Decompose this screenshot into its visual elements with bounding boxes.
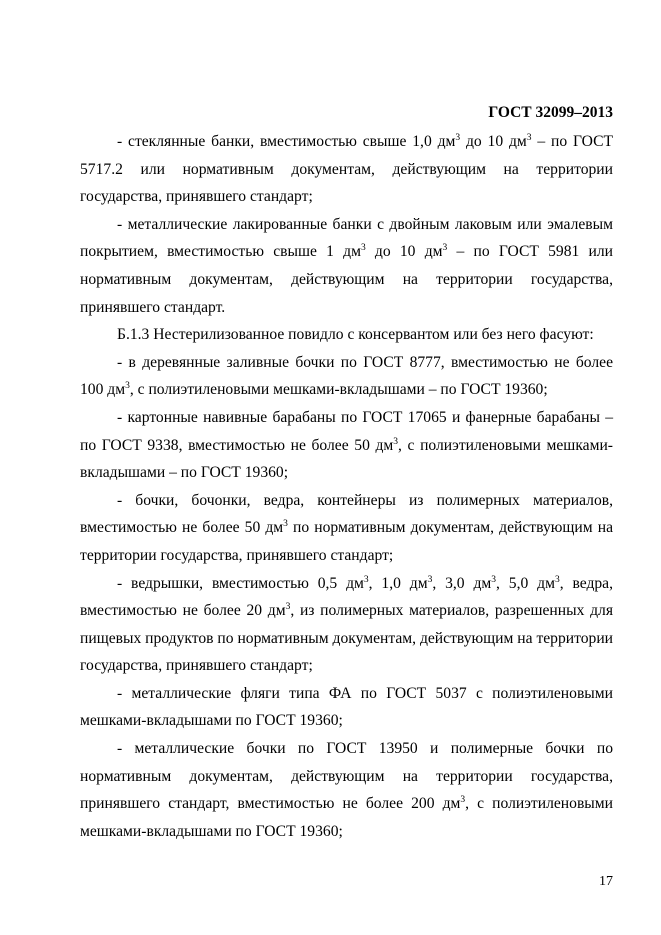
text-run: - металлические фляги типа ФА по ГОСТ 5037 с полиэтиленовыми мешками-вкладышами по ГОСТ 19360; — [80, 684, 613, 730]
text-run: , 3,0 дм — [432, 574, 492, 592]
text-run: - стеклянные банки, вместимостью свыше 1,0 дм — [117, 133, 456, 150]
text-run: - металлические бочки по ГОСТ 13950 и полимерные бочки по нормативным документам, действующим на территории государства, принявшего стандарт, вместимостью не более 200 дм — [80, 740, 613, 813]
superscript: 3 — [442, 243, 448, 254]
text-run: – по ГОСТ 5981 или нормативным документам, действующим на территории государства, принявшего стандарт. — [80, 243, 613, 316]
superscript: 3 — [455, 133, 461, 143]
paragraph — [80, 128, 613, 211]
superscript: 3 — [363, 574, 369, 585]
page-number: 17 — [599, 874, 613, 889]
text-run: до 10 дм — [365, 243, 443, 261]
superscript: 3 — [360, 243, 366, 254]
superscript: 3 — [526, 133, 532, 143]
superscript: 3 — [427, 574, 433, 585]
text-run: по нормативным документам, действующим на территории государства, принявшего стандарт; — [80, 519, 613, 564]
text-run: , с полиэтиленовыми мешками-вкладышами – по ГОСТ 19360; — [80, 436, 613, 482]
text-run: , 5,0 дм — [496, 574, 555, 592]
text-run: - ведрышки, вместимостью 0,5 дм — [117, 574, 364, 592]
text-run: , ведра, вместимостью не более 20 дм — [80, 574, 614, 620]
superscript: 3 — [285, 602, 291, 613]
text-run: - картонные навивные барабаны по ГОСТ 17065 и фанерные барабаны – по ГОСТ 9338, вместимостью не более 50 дм — [80, 408, 613, 454]
text-run: - бочки, бочонки, ведра, контейнеры из полимерных материалов, вместимостью не более 50 дм — [80, 491, 613, 537]
superscript: 3 — [393, 436, 399, 447]
text-run: - в деревянные заливные бочки по ГОСТ 8777, вместимостью не более 100 дм — [80, 353, 613, 399]
paragraph — [80, 349, 613, 404]
superscript: 3 — [283, 519, 288, 530]
superscript: 3 — [460, 795, 466, 806]
paragraph — [80, 487, 613, 570]
text-run: , с полиэтиленовыми мешками-вкладышами – по ГОСТ 19360; — [129, 381, 548, 399]
text-run: , 1,0 дм — [368, 574, 428, 592]
document-header: ГОСТ 32099–2013 — [488, 104, 613, 121]
superscript: 3 — [554, 574, 560, 585]
text-run: , из полимерных материалов, разрешенных для пищевых продуктов по нормативным документам, действующим на территории государства, принявшего стандарт; — [80, 602, 614, 675]
paragraph — [80, 321, 613, 349]
paragraph — [80, 680, 613, 735]
superscript: 3 — [125, 381, 130, 392]
paragraph — [80, 735, 613, 845]
document-body — [80, 128, 613, 845]
text-run: до 10 дм — [460, 133, 527, 150]
text-run: – по ГОСТ 5717.2 или нормативным документам, действующим на территории государства, принявшего стандарт; — [80, 133, 613, 206]
paragraph — [80, 211, 613, 321]
superscript: 3 — [491, 574, 497, 585]
text-run: Б.1.3 Нестерилизованное повидло с консервантом или без него фасуют: — [117, 326, 594, 344]
paragraph — [80, 404, 613, 487]
text-run: - металлические лакированные банки с двойным лаковым или эмалевым покрытием, вместимостью свыше 1 дм — [80, 215, 613, 261]
text-run: , с полиэтиленовыми мешками-вкладышами по ГОСТ 19360; — [80, 795, 613, 840]
paragraph — [80, 570, 613, 680]
